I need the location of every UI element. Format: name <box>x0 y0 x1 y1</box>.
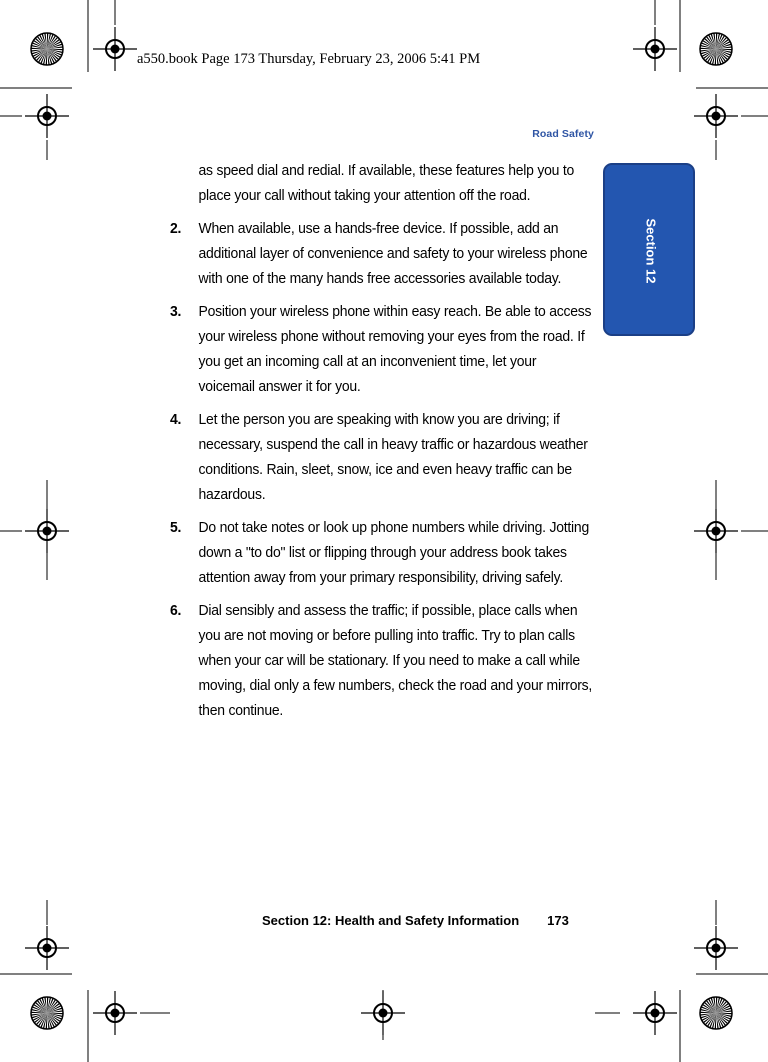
list-item <box>170 515 593 590</box>
body-content <box>170 158 593 731</box>
starburst-mark-icon <box>700 997 732 1029</box>
starburst-mark-icon <box>31 33 63 65</box>
list-item-text: Position your wireless phone within easy reach. Be able to access your wireless phone without removing your eyes from the road. If you get an incoming call at an inconvenient time, let your voicemail answer it for you. <box>198 303 592 395</box>
list-item-text: When available, use a hands-free device. If possible, add an additional layer of convenience and safety to your wireless phone with one of the many hands free accessories available today. <box>198 220 588 287</box>
list-item-text: Let the person you are speaking with know you are driving; if necessary, suspend the call in heavy traffic or hazardous weather conditions. Rain, sleet, snow, ice and even heavy traffic can be hazardous. <box>198 411 588 503</box>
running-head: Road Safety <box>532 128 594 140</box>
print-info-line: a550.book Page 173 Thursday, February 23, 2006 5:41 PM <box>137 51 481 67</box>
list-item <box>170 299 593 399</box>
crosshair-mark-icon <box>694 94 738 138</box>
section-tab-label: Section 12 <box>643 218 659 284</box>
crosshair-mark-icon <box>633 27 677 71</box>
crosshair-mark-icon <box>93 991 137 1035</box>
list-item-number: 4. <box>170 411 182 428</box>
list-item-number: 5. <box>170 519 182 536</box>
footer-title: Section 12: Health and Safety Information <box>262 913 520 928</box>
section-tab <box>603 163 695 336</box>
list-item-number: 2. <box>170 220 182 237</box>
list-item-text: Dial sensibly and assess the traffic; if possible, place calls when you are not moving or before pulling into traffic. Try to plan calls when your car will be stationary. If you need to make a call while moving, dial only a few numbers, check the road and your mirrors, then continue. <box>198 602 593 719</box>
list-item-number: 6. <box>170 602 182 619</box>
page-footer <box>262 913 569 928</box>
crosshair-mark-icon <box>25 94 69 138</box>
crosshair-mark-icon <box>694 926 738 970</box>
list-item <box>170 216 593 291</box>
list-item <box>170 598 593 723</box>
continuation-paragraph: as speed dial and redial. If available, these features help you to place your call without taking your attention off the road. <box>198 162 575 204</box>
crosshair-mark-icon <box>93 27 137 71</box>
list-item-text: Do not take notes or look up phone numbers while driving. Jotting down a "to do" list or flipping through your address book takes attention away from your primary responsibility, driving safely. <box>198 519 590 586</box>
page-number: 173 <box>547 913 569 928</box>
starburst-mark-icon <box>700 33 732 65</box>
list-item <box>170 407 593 507</box>
crosshair-mark-icon <box>633 991 677 1035</box>
list-item-number: 3. <box>170 303 182 320</box>
starburst-mark-icon <box>31 997 63 1029</box>
crosshair-mark-icon <box>25 926 69 970</box>
